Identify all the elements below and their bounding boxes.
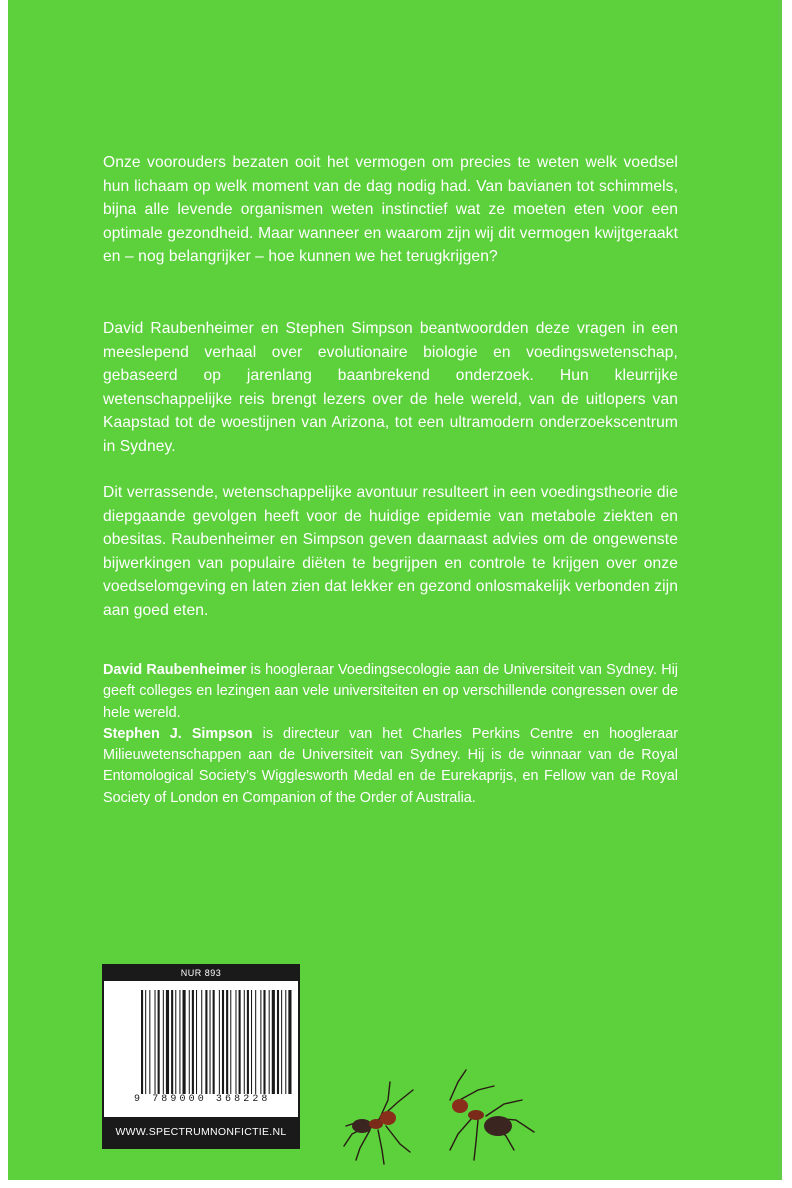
barcode-bar [263,990,265,1094]
author-bios [103,660,678,809]
barcode-panel [102,964,300,1149]
barcode-bar [285,990,286,1094]
barcode-bar [158,990,160,1094]
back-cover [8,0,778,1180]
barcode-bar [163,990,164,1094]
nur-label: NUR 893 [104,966,298,981]
barcode-bar [141,990,143,1094]
barcode-bar [175,990,176,1094]
publisher-website: WWW.SPECTRUMNONFICTIE.NL [104,1117,298,1147]
barcode-bar [247,990,249,1094]
author-name-1: David Raubenheimer [103,662,247,678]
author-bio-2 [103,724,678,809]
barcode-bar [255,990,256,1094]
barcode-bar [244,990,245,1094]
blurb-paragraph-1 [103,151,678,269]
author-name-2: Stephen J. Simpson [103,725,253,742]
barcode-bar [205,990,207,1094]
barcode-bar [196,990,197,1094]
spine-edge [778,0,782,1180]
barcode-bar [145,990,146,1094]
barcode-bar [251,990,252,1094]
barcode-bar [201,990,202,1094]
barcode-bar [230,990,231,1094]
isbn-digits: 9 789000 368228 [134,1094,271,1105]
blurb-text-3: Dit verrassende, wetenschappelijke avontuur resulteert in een voedingstheorie die diepgaande gevolgen heeft voor de huidige epidemie van metabole ziekten en obesitas. Raubenheimer en Simpson geven daarnaast advies om de ongewenste bijwerkingen van populaire diëten te begrijpen en controle te krijgen over onze voedselomgeving en laten zien dat lekker en gezond onlosmakelijk verbonden zijn aan goed eten. [103,484,678,619]
author-bio-text-1: is hoogleraar Voedingsecologie aan de Universiteit van Sydney. Hij geeft colleges en lezingen aan vele universiteiten en op verschillende congressen over de hele wereld. [103,662,678,721]
barcode-bar [219,990,220,1094]
barcode-bar [171,990,173,1094]
barcode-bar [166,990,169,1094]
barcode-bar [239,990,241,1094]
barcode-bar [183,990,186,1094]
barcode-bar [149,990,150,1094]
barcode-bar [277,990,279,1094]
barcode-bar [213,990,215,1094]
author-bio-text-2: is directeur van het Charles Perkins Centre en hoogleraar Milieuwetenschappen aan de Universiteit van Sydney. Hij is de winnaar van de Royal Entomological Society’s Wigglesworth Medal en de Eurekaprijs, en Fellow van de Royal Society of London en Companion of the Order of Australia. [103,725,678,806]
barcode-bar [210,990,211,1094]
barcode-bar [179,990,180,1094]
blurb-paragraph-3 [103,481,678,623]
barcode-bar [226,990,228,1094]
barcode-bar [222,990,224,1094]
barcode-bar [269,990,270,1094]
isbn-barcode [139,990,295,1100]
ant-left-icon [344,1082,413,1164]
barcode-bar [288,990,291,1094]
barcode-bar [192,990,194,1094]
barcode-bar [281,990,282,1094]
blurb-text-2: David Raubenheimer en Stephen Simpson beantwoordden deze vragen in een meeslepend verhaal over evolutionaire biologie en voedingswetenschap, gebaseerd op jarenlang baanbrekend onderzoek. Hun kleurrijke wetenschappelijke reis brengt lezers over de hele wereld, van de uitlopers van Kaapstad tot de woestijnen van Arizona, tot een ultramodern onderzoekscentrum in Sydney. [103,320,678,455]
author-bio-1 [103,660,678,724]
barcode-bar [155,990,156,1094]
blurb-paragraph-2 [103,317,678,459]
barcode-bar [272,990,275,1094]
barcode-bar [235,990,236,1094]
ant-right-icon [450,1070,534,1160]
barcode-bar [189,990,190,1094]
ants-illustration [338,1060,568,1170]
barcode-bar [260,990,261,1094]
blurb-text-1: Onze voorouders bezaten ooit het vermogen om precies te weten welk voedsel hun lichaam op welk moment van de dag nodig had. Van bavianen tot schimmels, bijna alle levende organismen weten instinctief wat ze moeten eten voor een optimale gezondheid. Maar wanneer en waarom zijn wij dit vermogen kwijtgeraakt en – nog belangrijker – hoe kunnen we het terugkrijgen? [103,154,678,266]
